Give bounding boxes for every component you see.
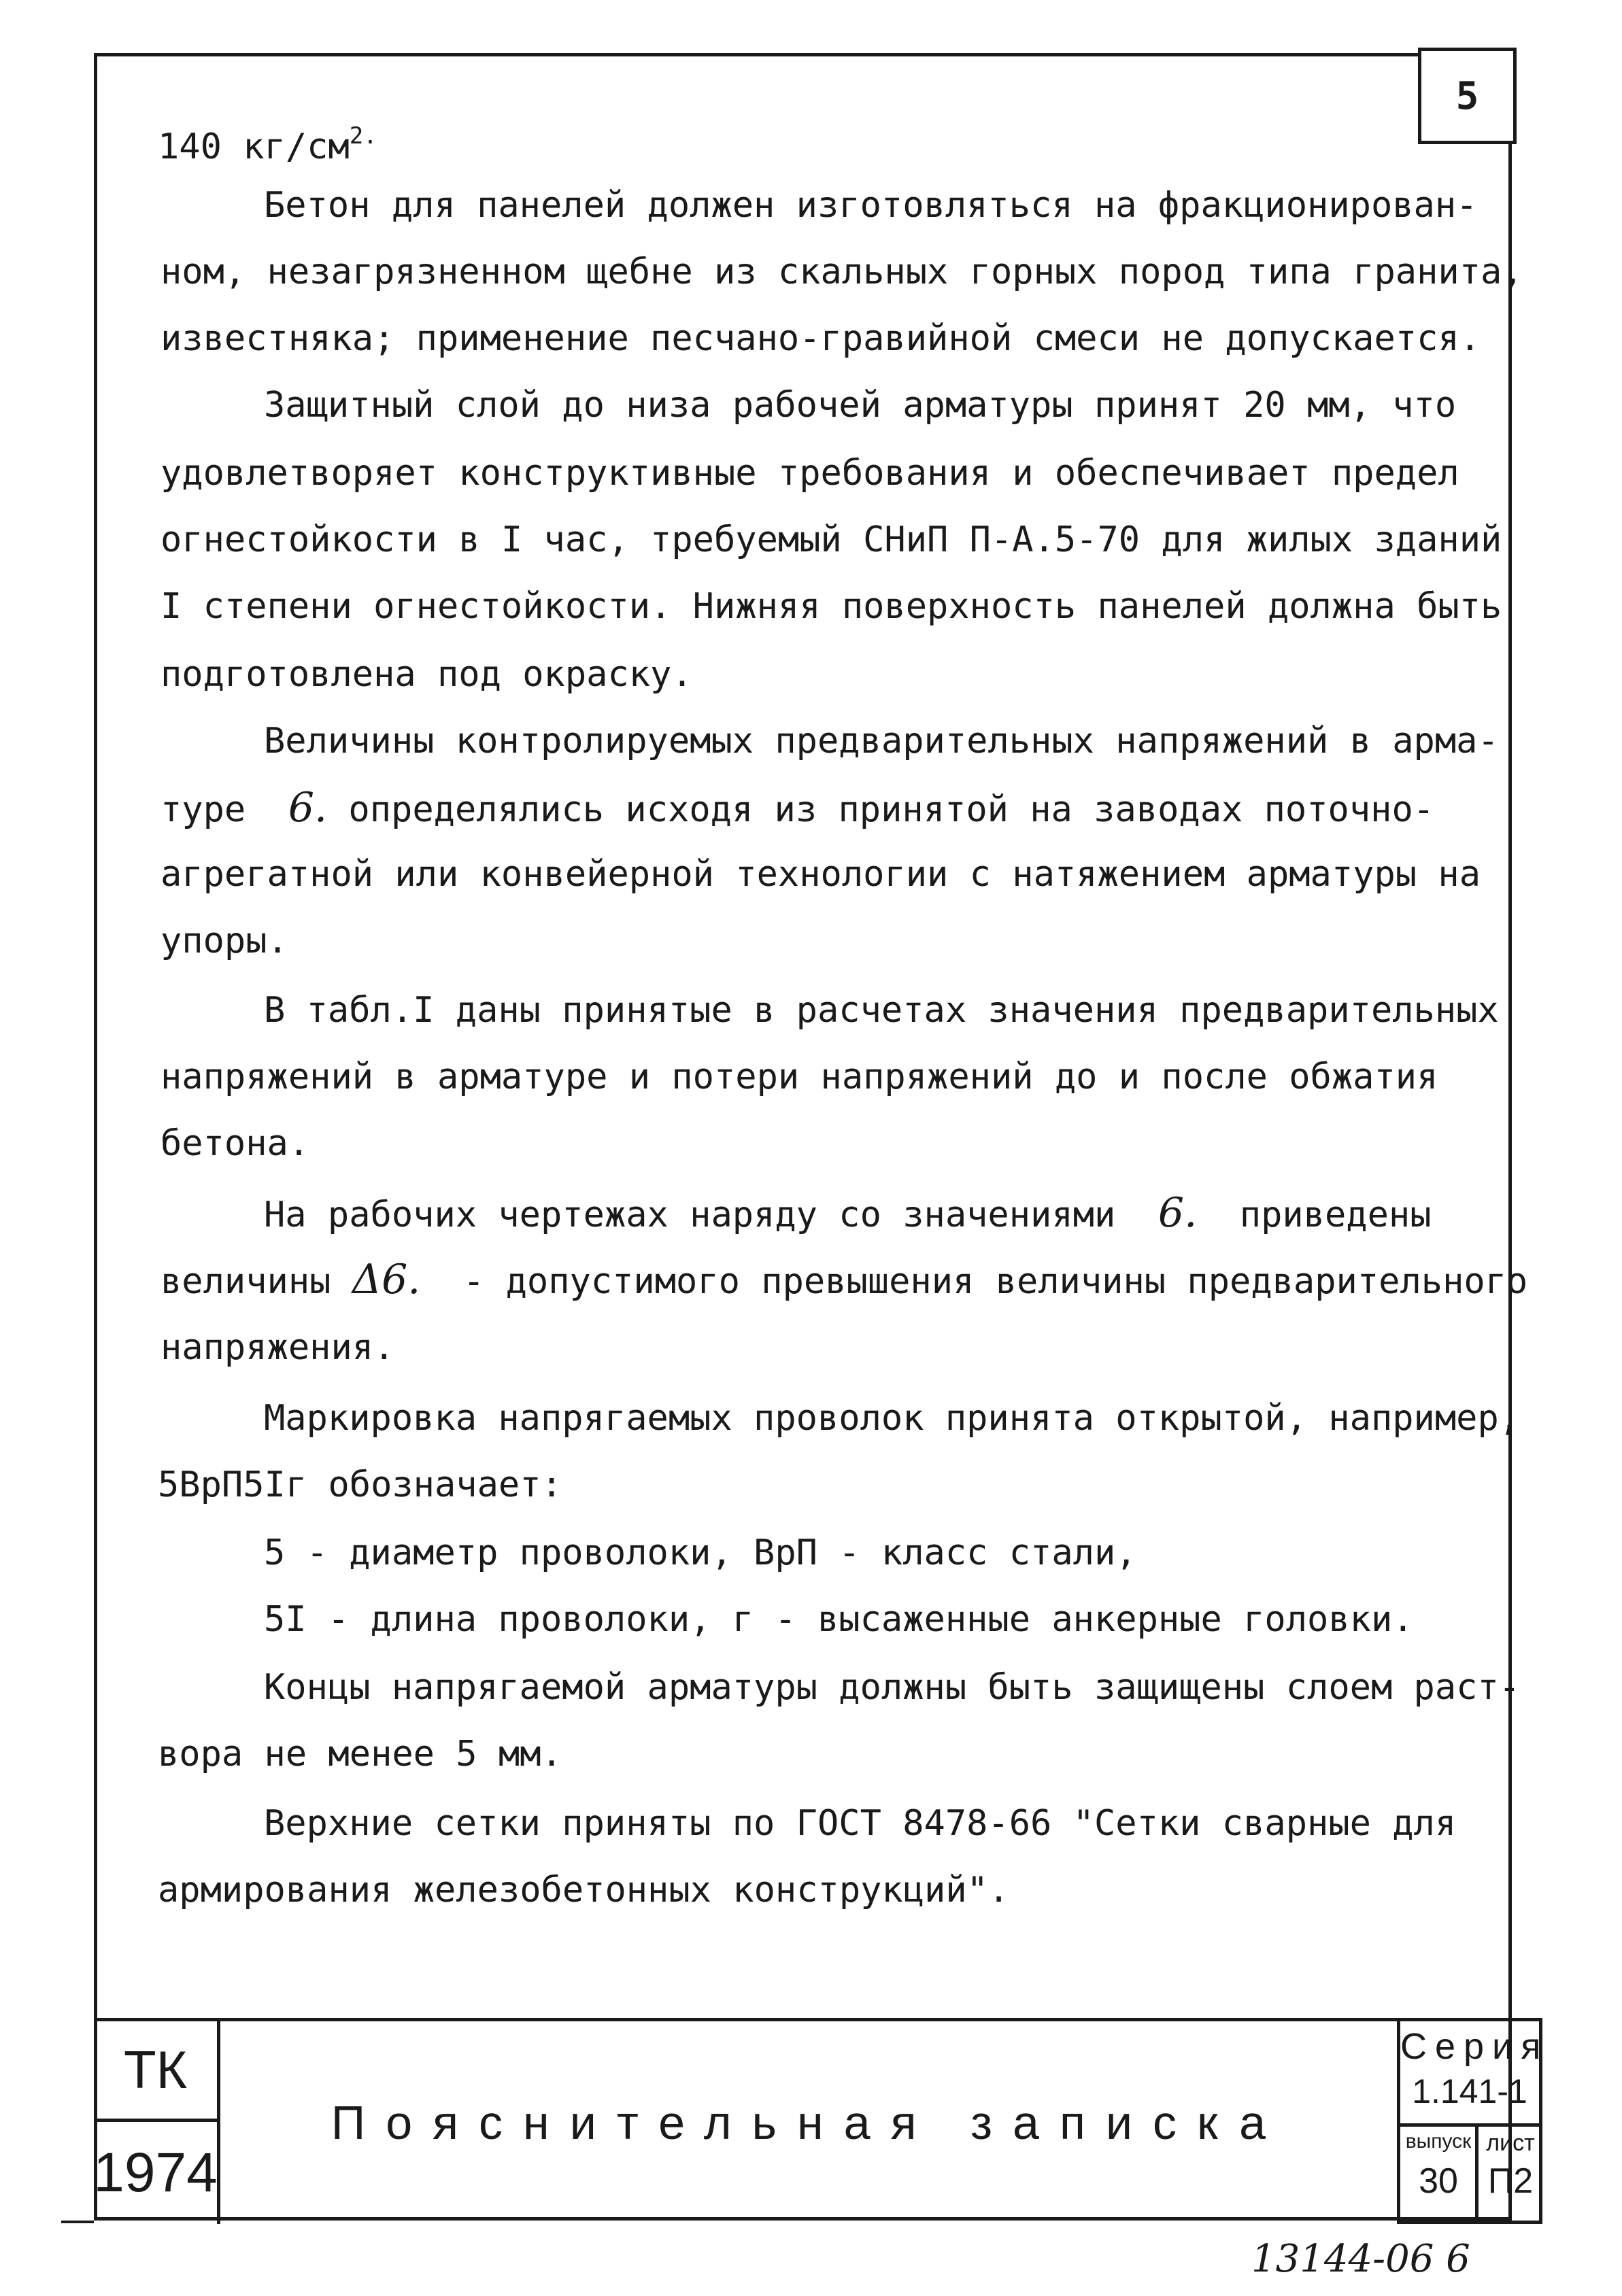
text-line: На рабочих чертежах наряду со значениями 6. приведены	[264, 1189, 1432, 1237]
text-line: величины Δ6. - допустимого превышения величины предварительного	[160, 1256, 1528, 1303]
series-box	[1397, 2021, 1549, 2224]
frame-tick	[61, 2221, 94, 2223]
sheet-value: П2	[1487, 2161, 1534, 2201]
issue-label: выпуск	[1405, 2130, 1472, 2153]
title-block	[93, 2018, 1549, 2221]
text-line: Концы напрягаемой арматуры должны быть защищены слоем раст-	[264, 1667, 1521, 1708]
delta-sigma-symbol: Δ6.	[352, 1256, 421, 1303]
text-line: I степени огнестойкости. Нижняя поверхность панелей должна быть	[160, 586, 1502, 627]
text-line: огнестойкости в I час, требуемый СНиП П-А.5-70 для жилых зданий	[160, 519, 1502, 560]
text-line: напряжения.	[160, 1327, 395, 1368]
text-line: армирования железобетонных конструкций".	[158, 1870, 1010, 1911]
text-line: 5 - диаметр проволоки, ВрП - класс стали,	[264, 1532, 1137, 1573]
text-line: вора не менее 5 мм.	[158, 1734, 562, 1775]
issue-value: 30	[1419, 2161, 1458, 2201]
text-line: Верхние сетки приняты по ГОСТ 8478-66 "Сетки сварные для	[264, 1803, 1457, 1844]
title-block-year: 1974	[94, 2122, 220, 2224]
page-number: 5	[1418, 48, 1517, 144]
text-line: Величины контролируемых предварительных напряжений в арма-	[264, 721, 1499, 761]
text-line: Маркировка напрягаемых проволок принята открытой, например,	[264, 1398, 1521, 1439]
document-title: Пояснительная записка	[331, 2096, 1287, 2149]
text-line: 5I - длина проволоки, г - высаженные анкерные головки.	[264, 1599, 1414, 1640]
handwritten-note: 13144-06 6	[1251, 2237, 1470, 2281]
text-line: 140 $кг/см^{2.}$	[158, 122, 377, 167]
text-line: ном, незагрязненном щебне из скальных горных пород типа гранита,	[160, 252, 1523, 292]
text-line: Защитный слой до низа рабочей арматуры принят 20 мм, что	[264, 385, 1457, 426]
text-line: агрегатной или конвейерной технологии с натяжением арматуры на	[160, 854, 1481, 895]
text-line: 5ВрП5Iг обозначает:	[158, 1464, 562, 1505]
sheet-label: лист	[1486, 2130, 1535, 2156]
text-line: туре 6. определялись исходя из принятой на заводах поточно-	[160, 784, 1435, 832]
title-block-tk: ТК	[94, 2021, 220, 2122]
series-value: 1.141-1	[1412, 2072, 1527, 2110]
divider	[1400, 2123, 1539, 2127]
text-line: подготовлена под окраску.	[160, 654, 693, 695]
text-line: упоры.	[160, 921, 288, 961]
text-line: напряжений в арматуре и потери напряжений до и после обжатия	[160, 1057, 1438, 1097]
sigma-symbol: 6.	[1158, 1189, 1198, 1237]
text-line: Бетон для панелей должен изготовляться на фракционирован-	[264, 185, 1478, 226]
text-line: В табл.I даны принятые в расчетах значения предварительных	[264, 990, 1499, 1031]
sigma-symbol: 6.	[288, 784, 328, 832]
text-line: удовлетворяет конструктивные требования и обеспечивает предел	[160, 453, 1459, 494]
text-line: известняка; применение песчано-гравийной смеси не допускается.	[160, 318, 1481, 359]
text-line: бетона.	[160, 1123, 310, 1164]
series-label: Серия	[1400, 2026, 1549, 2067]
